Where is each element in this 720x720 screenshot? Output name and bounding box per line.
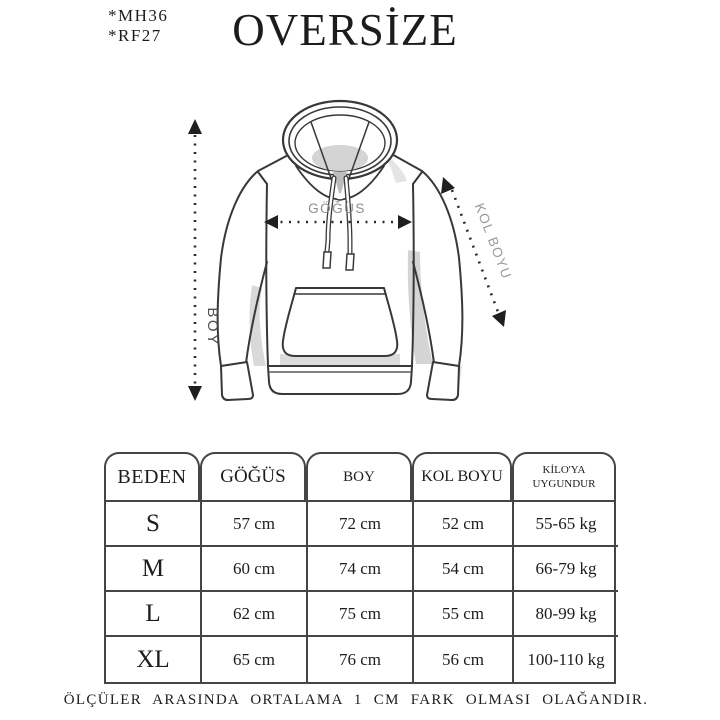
header-cell-kol-boyu: KOL BOYU — [412, 452, 512, 500]
cell-s-weight: 55-65 kg — [514, 502, 618, 547]
page-title: OVERSİZE — [232, 5, 458, 55]
cell-s-length: 72 cm — [308, 502, 414, 547]
size-table-body — [104, 500, 616, 684]
length-label: BOY — [204, 307, 221, 347]
left-body-edge — [266, 184, 268, 366]
right-aglet — [346, 254, 354, 270]
neck-arc — [336, 199, 344, 200]
cell-s-size: S — [106, 502, 202, 547]
cell-xl-sleeve: 56 cm — [414, 637, 514, 682]
right-armpit-seam — [413, 172, 422, 184]
chest-arrow — [264, 215, 412, 229]
header-cell-beden: BEDEN — [104, 452, 200, 500]
waistband — [268, 366, 412, 394]
cell-m-size: M — [106, 547, 202, 592]
right-sleeve-outer — [422, 171, 462, 366]
cell-xl-weight: 100-110 kg — [527, 649, 605, 669]
size-table-header — [104, 452, 616, 500]
cell-m-length: 74 cm — [308, 547, 414, 592]
cell-s-chest: 57 cm — [202, 502, 308, 547]
chest-label: GÖĞÜS — [308, 201, 366, 216]
kangaroo-pocket — [283, 288, 398, 356]
drawstrings — [323, 178, 354, 270]
arrowhead-downright-icon — [492, 310, 506, 327]
sleeve-label: KOL BOYU — [471, 201, 515, 282]
cell-l-sleeve: 55 cm — [414, 592, 514, 637]
right-cuff — [427, 362, 459, 400]
size-table — [104, 452, 616, 684]
cell-xl-chest: 65 cm — [202, 637, 308, 682]
left-cuff — [221, 362, 253, 400]
cell-s-sleeve: 52 cm — [414, 502, 514, 547]
arrowhead-down-icon — [188, 386, 202, 401]
arrowhead-up-icon — [188, 119, 202, 134]
cell-l-weight: 80-99 kg — [514, 592, 618, 637]
header-cell-kilo: KİLO'YA UYGUNDUR — [512, 452, 616, 500]
cell-m-chest: 60 cm — [202, 547, 308, 592]
hood — [283, 101, 397, 200]
cell-xl-length: 76 cm — [308, 637, 414, 682]
cell-l-chest: 62 cm — [202, 592, 308, 637]
cell-xl-size: XL — [106, 637, 202, 682]
cell-l-size: L — [106, 592, 202, 637]
cell-m-weight: 66-79 kg — [514, 547, 618, 592]
cell-m-sleeve: 54 cm — [414, 547, 514, 592]
header-cell-gogus: GÖĞÜS — [200, 452, 306, 500]
cell-l-length: 75 cm — [308, 592, 414, 637]
footnote: ÖLÇÜLER ARASINDA ORTALAMA 1 CM FARK OLMASI OLAĞANDIR. — [63, 692, 649, 708]
length-arrow — [188, 119, 202, 401]
arrowhead-right-icon — [398, 215, 412, 229]
product-code-2: *RF27 — [108, 26, 162, 46]
product-code-1: *MH36 — [108, 6, 169, 25]
header-cell-boy: BOY — [306, 452, 412, 500]
left-aglet — [323, 252, 331, 268]
left-armpit-seam — [258, 172, 267, 184]
